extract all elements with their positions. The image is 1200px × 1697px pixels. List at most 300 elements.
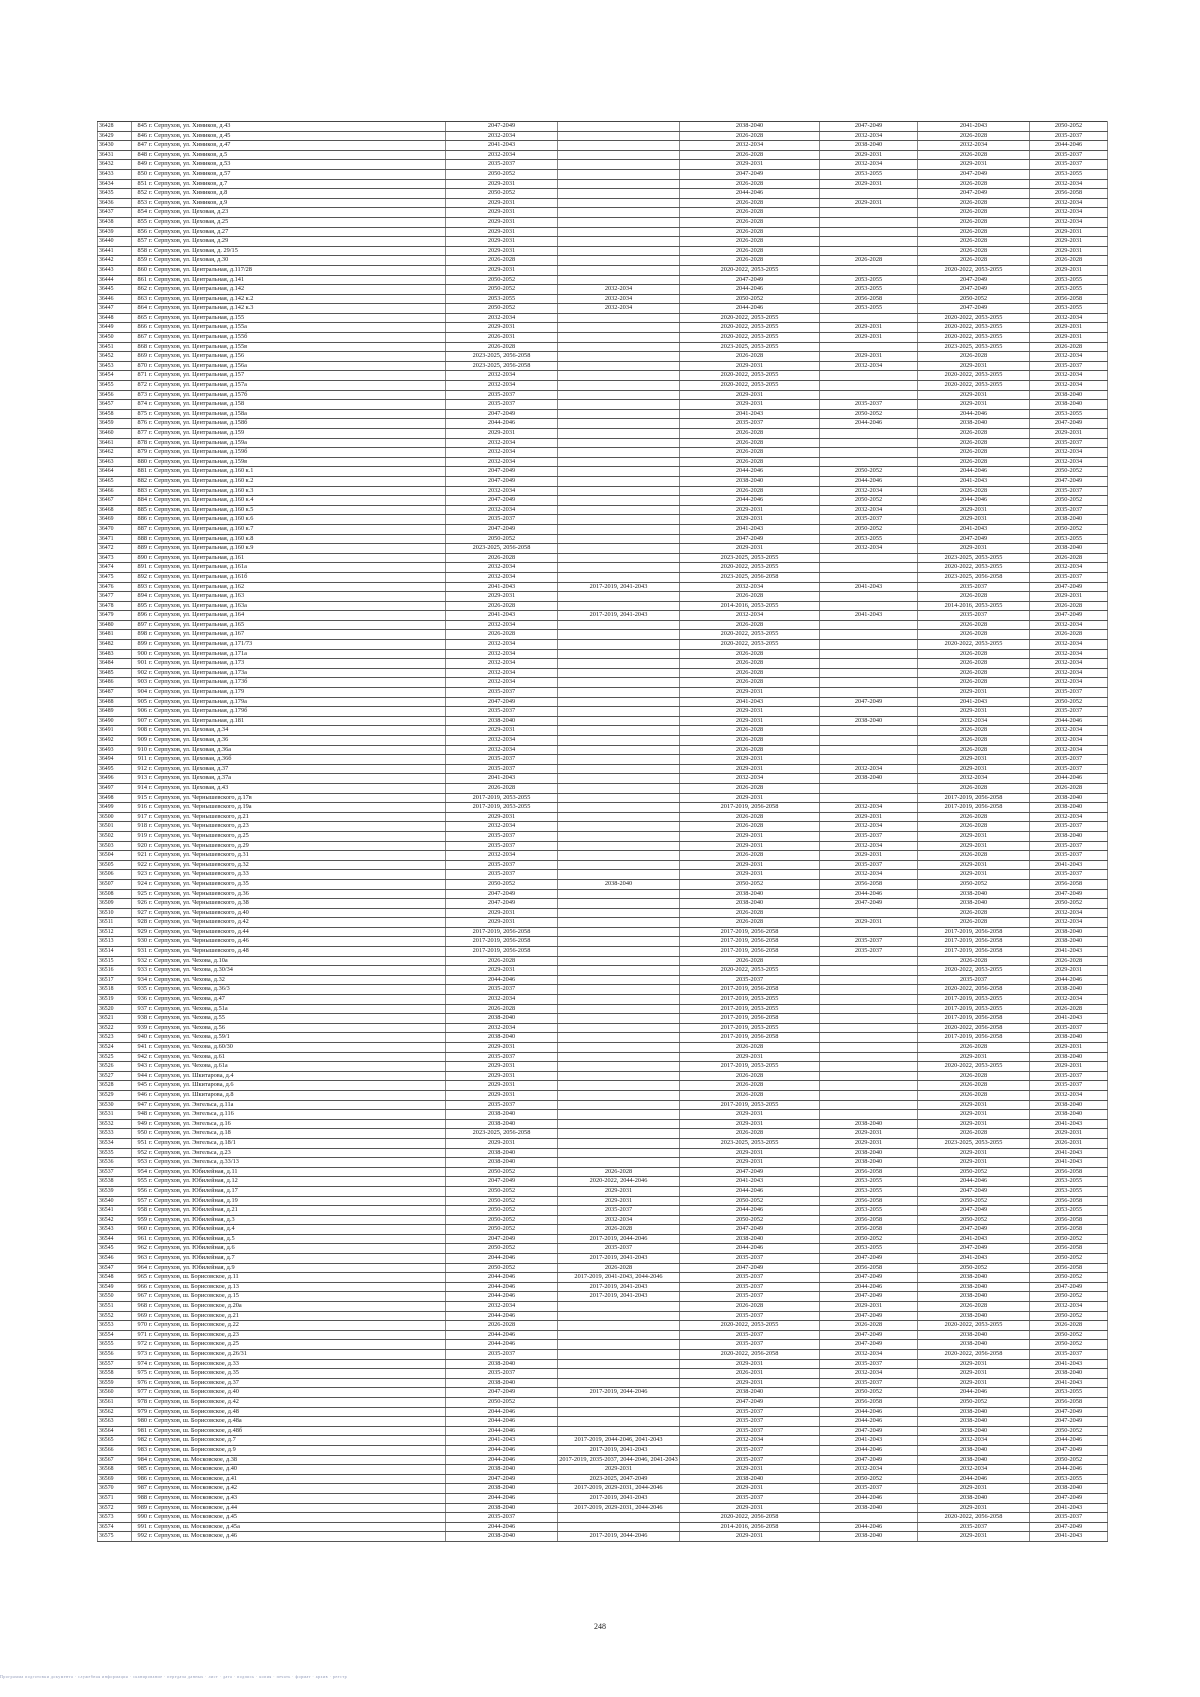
address-text: г. Серпухов, ш. Борисовское, д.48: [149, 1407, 239, 1415]
period-cell-c6: 2044-2046: [918, 1474, 1030, 1484]
record-id-cell: 36557: [98, 1359, 132, 1369]
address-cell: [132, 1138, 446, 1148]
row-number: 862: [137, 285, 147, 293]
period-cell-c2: 2035-2037: [446, 390, 558, 400]
period-cell-c3: [558, 1004, 680, 1014]
address-cell: [132, 1081, 446, 1091]
period-cell-c2: 2035-2037: [446, 160, 558, 170]
period-cell-c2: 2050-2052: [446, 285, 558, 295]
address-cell: [132, 812, 446, 822]
record-id-cell: 36474: [98, 563, 132, 573]
period-cell-c6: 2047-2049: [918, 534, 1030, 544]
record-id-cell: 36471: [98, 534, 132, 544]
period-cell-c6: 2026-2028: [918, 486, 1030, 496]
period-cell-c2: 2035-2037: [446, 831, 558, 841]
period-cell-c6: 2038-2040: [918, 1330, 1030, 1340]
period-cell-c6: 2023-2025, 2056-2058: [918, 572, 1030, 582]
address-cell: [132, 803, 446, 813]
address-cell: [132, 1522, 446, 1532]
address-cell: [132, 1100, 446, 1110]
period-cell-c4: 2035-2037: [680, 1254, 820, 1264]
period-cell-c5: 2053-2055: [820, 169, 918, 179]
address-text: г. Серпухов, ул. Чехова, д.60/30: [149, 1043, 233, 1050]
period-cell-c6: 2017-2019, 2056-2058: [918, 803, 1030, 813]
schedule-table-body: [98, 122, 1108, 1542]
address-text: г. Серпухов, ул. Центральная, д.160 к.9: [149, 544, 254, 552]
table-row: [98, 899, 1108, 909]
period-cell-c5: 2044-2046: [820, 419, 918, 429]
row-number: 856: [137, 227, 147, 235]
period-cell-c3: 2017-2019, 2041-2043: [558, 582, 680, 592]
table-row: [98, 803, 1108, 813]
record-id-cell: 36551: [98, 1302, 132, 1312]
address-cell: [132, 1350, 446, 1360]
record-id-cell: 36536: [98, 1158, 132, 1168]
period-cell-c6: 2029-2031: [918, 361, 1030, 371]
period-cell-c3: 2017-2019, 2044-2046, 2041-2043: [558, 1436, 680, 1446]
period-cell-c4: 2044-2046: [680, 1244, 820, 1254]
period-cell-c7: 2026-2028: [1030, 783, 1108, 793]
table-row: [98, 1292, 1108, 1302]
period-cell-c6: 2026-2028: [918, 179, 1030, 189]
table-row: [98, 150, 1108, 160]
period-cell-c5: [820, 966, 918, 976]
period-cell-c7: 2041-2043: [1030, 1148, 1108, 1158]
period-cell-c4: 2026-2028: [680, 822, 820, 832]
table-row: [98, 457, 1108, 467]
period-cell-c3: [558, 985, 680, 995]
period-cell-c7: 2041-2043: [1030, 947, 1108, 957]
record-id-cell: 36563: [98, 1417, 132, 1427]
period-cell-c6: 2041-2043: [918, 524, 1030, 534]
table-row: [98, 860, 1108, 870]
row-number: 942: [137, 1052, 147, 1060]
period-cell-c2: 2029-2031: [446, 966, 558, 976]
address-cell: [132, 544, 446, 554]
period-cell-c7: 2047-2049: [1030, 1282, 1108, 1292]
row-number: 847: [137, 141, 147, 149]
record-id-cell: 36558: [98, 1369, 132, 1379]
address-text: г. Серпухов, ул. Цеховая, д.37а: [149, 774, 232, 782]
table-row: [98, 1388, 1108, 1398]
record-id-cell: 36515: [98, 956, 132, 966]
period-cell-c2: 2023-2025, 2056-2058: [446, 544, 558, 554]
address-text: г. Серпухов, ул. Центральная, д.158б: [149, 419, 248, 427]
period-cell-c5: 2038-2040: [820, 141, 918, 151]
period-cell-c3: [558, 812, 680, 822]
period-cell-c5: 2047-2049: [820, 1311, 918, 1321]
table-row: [98, 879, 1108, 889]
scanner-footer-text: Программа подготовки документа · служебная информация · сканирование · передача данных · лист · дата · подпись · копия · печать · формат · архив · реестр: [0, 1674, 348, 1679]
period-cell-c7: 2035-2037: [1030, 755, 1108, 765]
period-cell-c7: 2032-2034: [1030, 381, 1108, 391]
address-cell: [132, 486, 446, 496]
record-id-cell: 36526: [98, 1062, 132, 1072]
period-cell-c2: 2044-2046: [446, 1407, 558, 1417]
period-cell-c5: 2056-2058: [820, 1167, 918, 1177]
period-cell-c7: 2038-2040: [1030, 1484, 1108, 1494]
period-cell-c4: 2026-2028: [680, 227, 820, 237]
period-cell-c5: [820, 227, 918, 237]
period-cell-c4: 2044-2046: [680, 467, 820, 477]
period-cell-c3: 2017-2019, 2044-2046: [558, 1234, 680, 1244]
record-id-cell: 36498: [98, 793, 132, 803]
period-cell-c2: 2050-2052: [446, 1244, 558, 1254]
period-cell-c2: 2029-2031: [446, 429, 558, 439]
period-cell-c2: 2047-2049: [446, 1474, 558, 1484]
period-cell-c6: 2026-2028: [918, 1043, 1030, 1053]
period-cell-c3: [558, 448, 680, 458]
period-cell-c7: 2044-2046: [1030, 1436, 1108, 1446]
period-cell-c5: 2035-2037: [820, 515, 918, 525]
period-cell-c3: [558, 774, 680, 784]
period-cell-c5: 2032-2034: [820, 764, 918, 774]
address-text: г. Серпухов, ш. Борисовское, д.25: [149, 1340, 239, 1348]
address-text: г. Серпухов, ул. Энгельса, д.33/13: [149, 1158, 239, 1166]
period-cell-c7: 2032-2034: [1030, 668, 1108, 678]
table-row: [98, 841, 1108, 851]
address-text: г. Серпухов, ш. Борисовское, д.40: [149, 1388, 239, 1396]
period-cell-c4: 2026-2028: [680, 592, 820, 602]
record-id-cell: 36447: [98, 304, 132, 314]
period-cell-c3: [558, 1014, 680, 1024]
address-cell: [132, 256, 446, 266]
period-cell-c6: 2026-2028: [918, 429, 1030, 439]
address-text: г. Серпухов, ш. Московское, д.41: [149, 1474, 238, 1482]
page-number: 248: [594, 1622, 606, 1631]
address-text: г. Серпухов, ул. Центральная, д.155б: [149, 333, 248, 341]
period-cell-c3: [558, 1090, 680, 1100]
period-cell-c3: [558, 649, 680, 659]
address-text: г. Серпухов, ул. Чернышевского, д.36: [149, 889, 249, 897]
record-id-cell: 36457: [98, 400, 132, 410]
row-number: 863: [137, 294, 147, 302]
period-cell-c3: [558, 496, 680, 506]
address-text: г. Серпухов, ул. Энгельса, д.18/1: [149, 1138, 236, 1146]
period-cell-c5: 2035-2037: [820, 937, 918, 947]
period-cell-c5: [820, 342, 918, 352]
period-cell-c3: [558, 1110, 680, 1120]
address-text: г. Серпухов, ул. Чернышевского, д.42: [149, 918, 249, 926]
period-cell-c3: [558, 918, 680, 928]
address-cell: [132, 1177, 446, 1187]
row-number: 986: [137, 1474, 147, 1482]
address-cell: [132, 870, 446, 880]
table-row: [98, 1014, 1108, 1024]
period-cell-c4: 2029-2031: [680, 1532, 820, 1542]
period-cell-c4: 2029-2031: [680, 707, 820, 717]
period-cell-c7: 2056-2058: [1030, 294, 1108, 304]
period-cell-c4: 2038-2040: [680, 899, 820, 909]
period-cell-c5: 2056-2058: [820, 1225, 918, 1235]
table-row: [98, 294, 1108, 304]
row-number: 930: [137, 937, 147, 945]
period-cell-c2: 2026-2028: [446, 956, 558, 966]
row-number: 913: [137, 774, 147, 782]
row-number: 888: [137, 534, 147, 542]
table-row: [98, 688, 1108, 698]
record-id-cell: 36454: [98, 371, 132, 381]
period-cell-c7: 2035-2037: [1030, 851, 1108, 861]
period-cell-c5: 2053-2055: [820, 304, 918, 314]
period-cell-c3: 2017-2019, 2041-2043: [558, 1445, 680, 1455]
period-cell-c3: [558, 764, 680, 774]
table-row: [98, 429, 1108, 439]
period-cell-c7: 2050-2052: [1030, 697, 1108, 707]
period-cell-c2: 2032-2034: [446, 851, 558, 861]
period-cell-c5: 2056-2058: [820, 1397, 918, 1407]
period-cell-c6: 2047-2049: [918, 285, 1030, 295]
period-cell-c4: 2029-2031: [680, 1465, 820, 1475]
address-cell: [132, 918, 446, 928]
period-cell-c6: 2029-2031: [918, 860, 1030, 870]
record-id-cell: 36455: [98, 381, 132, 391]
period-cell-c4: 2017-2019, 2053-2055: [680, 995, 820, 1005]
table-row: [98, 342, 1108, 352]
record-id-cell: 36439: [98, 227, 132, 237]
table-row: [98, 333, 1108, 343]
period-cell-c2: 2050-2052: [446, 1263, 558, 1273]
period-cell-c3: [558, 131, 680, 141]
period-cell-c6: 2029-2031: [918, 831, 1030, 841]
address-cell: [132, 793, 446, 803]
period-cell-c3: 2023-2025, 2047-2049: [558, 1474, 680, 1484]
address-cell: [132, 995, 446, 1005]
period-cell-c7: 2047-2049: [1030, 1493, 1108, 1503]
row-number: 963: [137, 1254, 147, 1262]
address-cell: [132, 1186, 446, 1196]
period-cell-c2: 2050-2052: [446, 534, 558, 544]
period-cell-c3: [558, 1158, 680, 1168]
period-cell-c3: [558, 227, 680, 237]
address-text: г. Серпухов, ул. Центральная, д.173а: [149, 668, 247, 676]
period-cell-c4: 2029-2031: [680, 544, 820, 554]
table-row: [98, 1148, 1108, 1158]
record-id-cell: 36518: [98, 985, 132, 995]
address-text: г. Серпухов, ул. Шкитарова, д.6: [149, 1081, 234, 1089]
address-cell: [132, 1465, 446, 1475]
row-number: 918: [137, 822, 147, 830]
period-cell-c2: 2035-2037: [446, 1052, 558, 1062]
address-text: г. Серпухов, ул. Центральная, д.158а: [149, 409, 247, 417]
address-text: г. Серпухов, ул. Юбилейная, д.3: [149, 1215, 235, 1223]
address-text: г. Серпухов, ул. Центральная, д.160 к.2: [149, 476, 254, 484]
period-cell-c5: 2050-2052: [820, 1388, 918, 1398]
row-number: 917: [137, 812, 147, 820]
address-text: г. Серпухов, ул. Центральная, д.171/73: [149, 640, 253, 648]
period-cell-c2: 2029-2031: [446, 1071, 558, 1081]
period-cell-c3: [558, 668, 680, 678]
period-cell-c6: 2020-2022, 2053-2055: [918, 640, 1030, 650]
period-cell-c2: 2041-2043: [446, 582, 558, 592]
period-cell-c4: 2026-2028: [680, 429, 820, 439]
row-number: 849: [137, 160, 147, 168]
period-cell-c7: 2038-2040: [1030, 937, 1108, 947]
period-cell-c3: [558, 371, 680, 381]
table-row: [98, 563, 1108, 573]
period-cell-c3: [558, 1397, 680, 1407]
address-cell: [132, 476, 446, 486]
period-cell-c5: 2032-2034: [820, 841, 918, 851]
period-cell-c2: 2035-2037: [446, 688, 558, 698]
period-cell-c4: 2044-2046: [680, 304, 820, 314]
period-cell-c2: 2029-2031: [446, 265, 558, 275]
table-row: [98, 1110, 1108, 1120]
period-cell-c2: 2044-2046: [446, 419, 558, 429]
period-cell-c7: 2038-2040: [1030, 544, 1108, 554]
period-cell-c2: 2029-2031: [446, 908, 558, 918]
period-cell-c3: [558, 352, 680, 362]
period-cell-c6: 2038-2040: [918, 1455, 1030, 1465]
address-text: г. Серпухов, ул. Шкитарова, д.4: [149, 1071, 234, 1079]
period-cell-c4: 2044-2046: [680, 1206, 820, 1216]
period-cell-c5: 2047-2049: [820, 697, 918, 707]
address-cell: [132, 1033, 446, 1043]
row-number: 972: [137, 1340, 147, 1348]
period-cell-c4: 2050-2052: [680, 879, 820, 889]
period-cell-c6: 2026-2028: [918, 668, 1030, 678]
row-number: 924: [137, 879, 147, 887]
address-text: г. Серпухов, ул. Чернышевского, д.40: [149, 908, 249, 916]
period-cell-c7: 2050-2052: [1030, 1254, 1108, 1264]
address-cell: [132, 304, 446, 314]
period-cell-c5: 2044-2046: [820, 1417, 918, 1427]
table-row: [98, 793, 1108, 803]
period-cell-c2: 2044-2046: [446, 1311, 558, 1321]
row-number: 921: [137, 851, 147, 859]
record-id-cell: 36462: [98, 448, 132, 458]
address-cell: [132, 409, 446, 419]
period-cell-c4: 2026-2028: [680, 150, 820, 160]
period-cell-c4: 2026-2028: [680, 783, 820, 793]
period-cell-c4: 2017-2019, 2056-2058: [680, 985, 820, 995]
period-cell-c6: 2050-2052: [918, 1215, 1030, 1225]
period-cell-c3: [558, 1043, 680, 1053]
period-cell-c7: 2029-2031: [1030, 1129, 1108, 1139]
address-cell: [132, 1493, 446, 1503]
table-row: [98, 783, 1108, 793]
period-cell-c3: [558, 150, 680, 160]
address-text: г. Серпухов, ул. Центральная, д.156: [149, 352, 245, 360]
address-cell: [132, 294, 446, 304]
period-cell-c4: 2050-2052: [680, 1215, 820, 1225]
row-number: 860: [137, 265, 147, 273]
table-row: [98, 592, 1108, 602]
record-id-cell: 36428: [98, 122, 132, 132]
period-cell-c4: 2017-2019, 2053-2055: [680, 1023, 820, 1033]
address-text: г. Серпухов, ул. Цеховая, д.29: [149, 237, 229, 245]
period-cell-c6: 2044-2046: [918, 1177, 1030, 1187]
period-cell-c5: [820, 563, 918, 573]
period-cell-c4: 2035-2037: [680, 1417, 820, 1427]
period-cell-c4: 2020-2022, 2053-2055: [680, 371, 820, 381]
period-cell-c3: [558, 141, 680, 151]
address-cell: [132, 419, 446, 429]
period-cell-c3: 2029-2031: [558, 1196, 680, 1206]
table-row: [98, 476, 1108, 486]
period-cell-c7: 2050-2052: [1030, 1311, 1108, 1321]
period-cell-c6: 2050-2052: [918, 1196, 1030, 1206]
period-cell-c5: 2056-2058: [820, 1196, 918, 1206]
period-cell-c4: 2026-2028: [680, 438, 820, 448]
period-cell-c7: 2035-2037: [1030, 822, 1108, 832]
period-cell-c6: 2047-2049: [918, 1225, 1030, 1235]
table-row: [98, 217, 1108, 227]
table-row: [98, 831, 1108, 841]
period-cell-c7: 2035-2037: [1030, 870, 1108, 880]
period-cell-c2: 2050-2052: [446, 169, 558, 179]
period-cell-c2: 2032-2034: [446, 486, 558, 496]
period-cell-c7: 2050-2052: [1030, 1292, 1108, 1302]
address-text: г. Серпухов, ул. Центральная, д.162: [149, 582, 245, 590]
period-cell-c3: [558, 975, 680, 985]
period-cell-c6: 2026-2028: [918, 822, 1030, 832]
row-number: 935: [137, 985, 147, 993]
period-cell-c4: 2041-2043: [680, 1177, 820, 1187]
period-cell-c5: [820, 668, 918, 678]
period-cell-c4: 2026-2028: [680, 246, 820, 256]
row-number: 985: [137, 1465, 147, 1473]
row-number: 859: [137, 256, 147, 264]
address-text: г. Серпухов, ул. Чернышевского, д.25: [149, 831, 249, 839]
record-id-cell: 36472: [98, 544, 132, 554]
table-row: [98, 198, 1108, 208]
period-cell-c4: 2038-2040: [680, 889, 820, 899]
period-cell-c7: 2026-2028: [1030, 256, 1108, 266]
row-number: 929: [137, 927, 147, 935]
period-cell-c6: 2038-2040: [918, 1273, 1030, 1283]
period-cell-c2: 2050-2052: [446, 189, 558, 199]
period-cell-c3: 2038-2040: [558, 879, 680, 889]
period-cell-c2: 2029-2031: [446, 726, 558, 736]
address-text: г. Серпухов, ул. Юбилейная, д.19: [149, 1196, 238, 1204]
period-cell-c4: 2029-2031: [680, 1378, 820, 1388]
period-cell-c3: [558, 1148, 680, 1158]
table-row: [98, 448, 1108, 458]
period-cell-c6: 2026-2028: [918, 1090, 1030, 1100]
period-cell-c3: 2026-2028: [558, 1225, 680, 1235]
table-row: [98, 707, 1108, 717]
period-cell-c7: 2056-2058: [1030, 879, 1108, 889]
period-cell-c3: [558, 889, 680, 899]
address-cell: [132, 937, 446, 947]
period-cell-c4: 2035-2037: [680, 975, 820, 985]
period-cell-c5: 2047-2049: [820, 1455, 918, 1465]
period-cell-c4: 2026-2028: [680, 678, 820, 688]
period-cell-c3: [558, 841, 680, 851]
table-row: [98, 1359, 1108, 1369]
row-number: 975: [137, 1369, 147, 1377]
period-cell-c6: 2026-2028: [918, 457, 1030, 467]
period-cell-c3: [558, 831, 680, 841]
period-cell-c7: 2032-2034: [1030, 457, 1108, 467]
address-cell: [132, 1474, 446, 1484]
address-cell: [132, 246, 446, 256]
address-cell: [132, 582, 446, 592]
record-id-cell: 36449: [98, 323, 132, 333]
address-text: г. Серпухов, ул. Юбилейная, д.9: [149, 1263, 235, 1271]
row-number: 875: [137, 409, 147, 417]
period-cell-c6: 2026-2028: [918, 736, 1030, 746]
period-cell-c6: 2017-2019, 2056-2058: [918, 947, 1030, 957]
table-row: [98, 1273, 1108, 1283]
record-id-cell: 36480: [98, 620, 132, 630]
record-id-cell: 36548: [98, 1273, 132, 1283]
address-cell: [132, 783, 446, 793]
address-cell: [132, 237, 446, 247]
address-cell: [132, 947, 446, 957]
period-cell-c4: 2029-2031: [680, 764, 820, 774]
